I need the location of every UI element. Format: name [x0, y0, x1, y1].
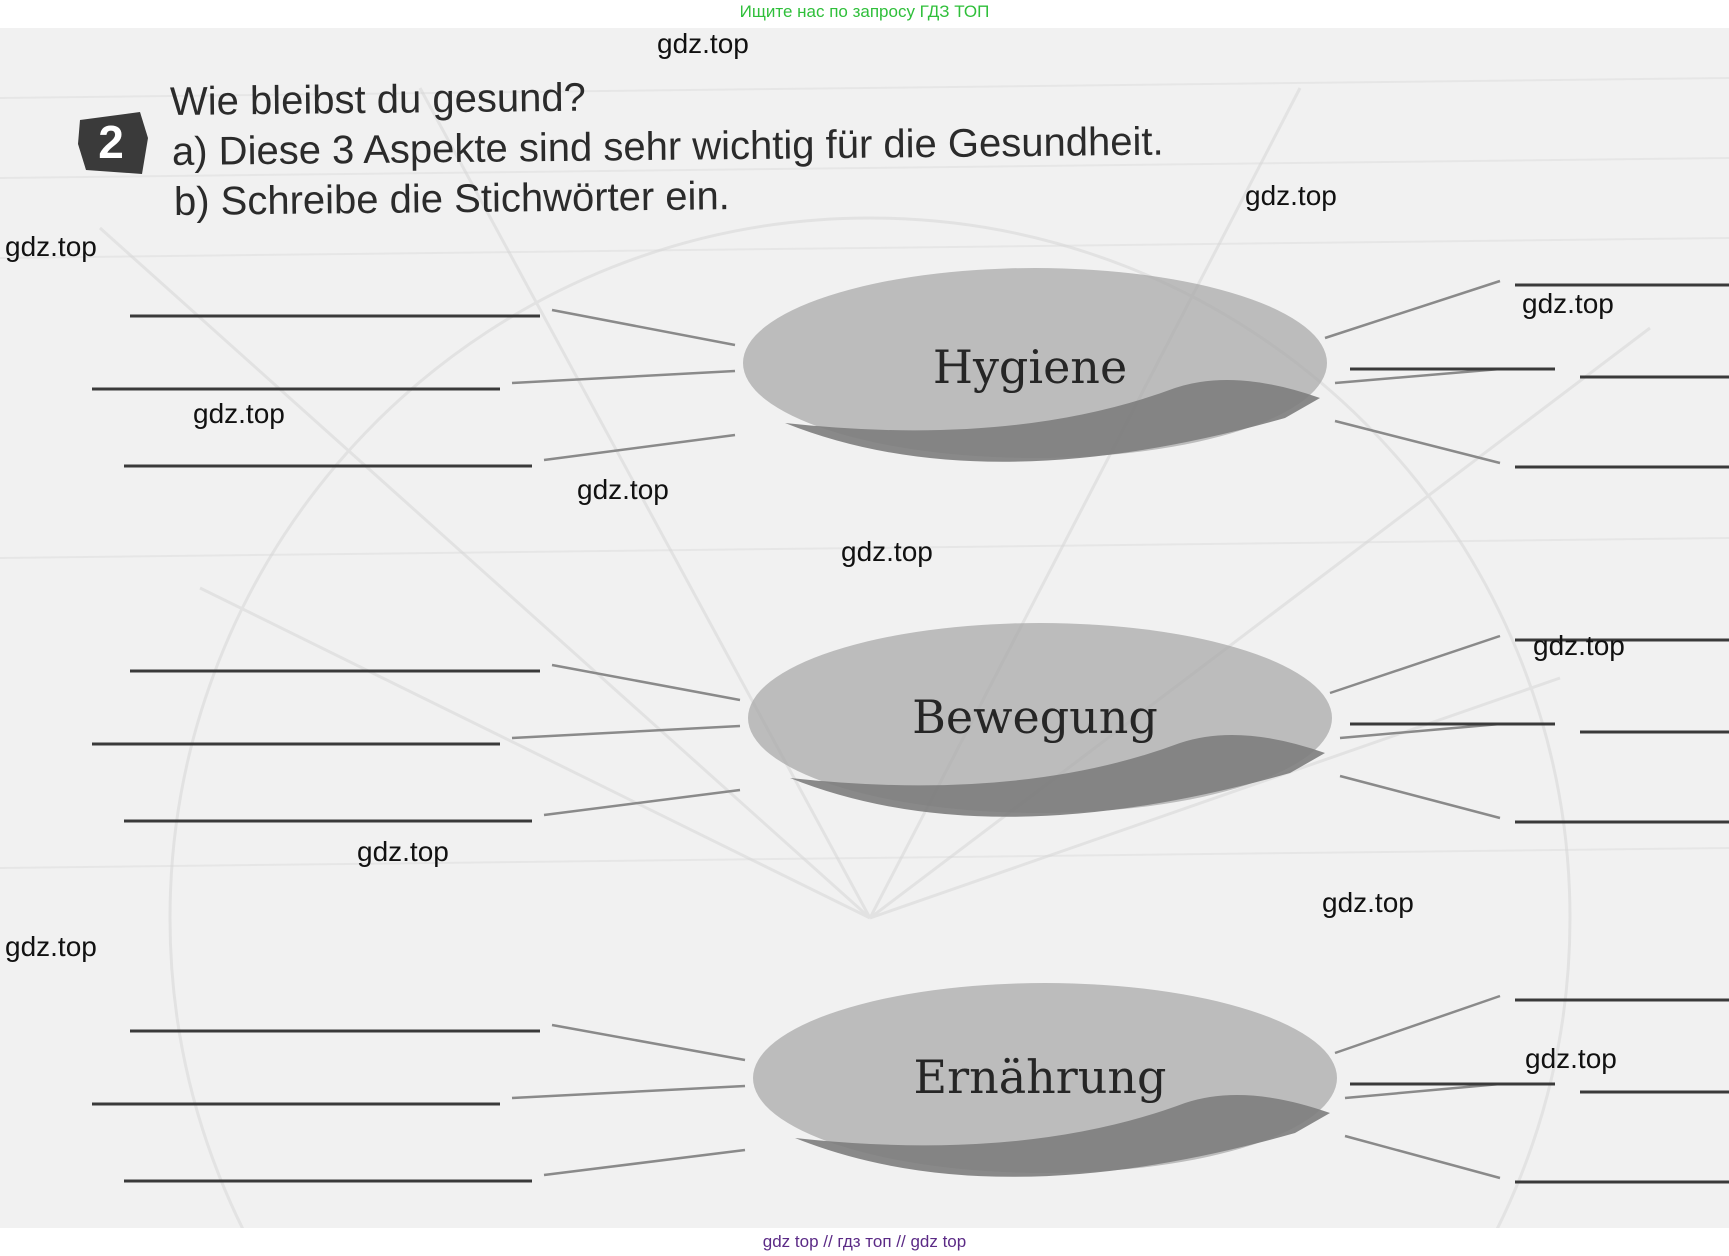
top-banner[interactable]: Ищите нас по запросу ГДЗ ТОП — [739, 2, 990, 21]
connector-line — [512, 1086, 745, 1098]
watermark: gdz.top — [5, 231, 97, 262]
connector-line — [1335, 996, 1500, 1053]
connector-line — [552, 310, 735, 345]
watermark: gdz.top — [1245, 180, 1337, 211]
watermark: gdz.top — [357, 836, 449, 867]
watermark: gdz.top — [1522, 288, 1614, 319]
connector-line — [1325, 281, 1500, 338]
watermark: gdz.top — [657, 28, 749, 59]
watermark: gdz.top — [577, 474, 669, 505]
connector-line — [1345, 1136, 1500, 1178]
task-number-badge — [76, 108, 150, 176]
watermark: gdz.top — [1533, 630, 1625, 661]
connector-line — [544, 790, 740, 815]
connector-line — [512, 726, 740, 738]
connector-line — [512, 371, 735, 383]
topic-label-bewegung: Bewegung — [912, 690, 1158, 744]
watermark: gdz.top — [1322, 887, 1414, 918]
connector-line — [544, 435, 735, 460]
connector-line — [552, 665, 740, 700]
watermark: gdz.top — [841, 536, 933, 567]
watermark: gdz.top — [1525, 1043, 1617, 1074]
task-part-a: a) Diese 3 Aspekte sind sehr wichtig für die Gesundheit. — [171, 119, 1164, 174]
connector-line — [544, 1150, 745, 1175]
task-number: 2 — [98, 116, 124, 168]
topic-label-hygiene: Hygiene — [932, 340, 1128, 394]
connector-line — [1330, 636, 1500, 693]
connector-line — [1335, 421, 1500, 463]
topic-label-ernaehrung: Ernährung — [913, 1050, 1167, 1104]
connector-line — [1340, 776, 1500, 818]
bottom-banner[interactable]: gdz top // гдз топ // gdz top — [762, 1232, 967, 1251]
watermark: gdz.top — [193, 398, 285, 429]
connector-line — [1335, 369, 1500, 383]
task-part-b: b) Schreibe die Stichwörter ein. — [173, 174, 731, 224]
connector-line — [552, 1025, 745, 1060]
task-question: Wie bleibst du gesund? — [169, 75, 587, 124]
worksheet-page — [0, 28, 1729, 1228]
watermark: gdz.top — [5, 931, 97, 962]
connector-line — [1345, 1084, 1500, 1098]
